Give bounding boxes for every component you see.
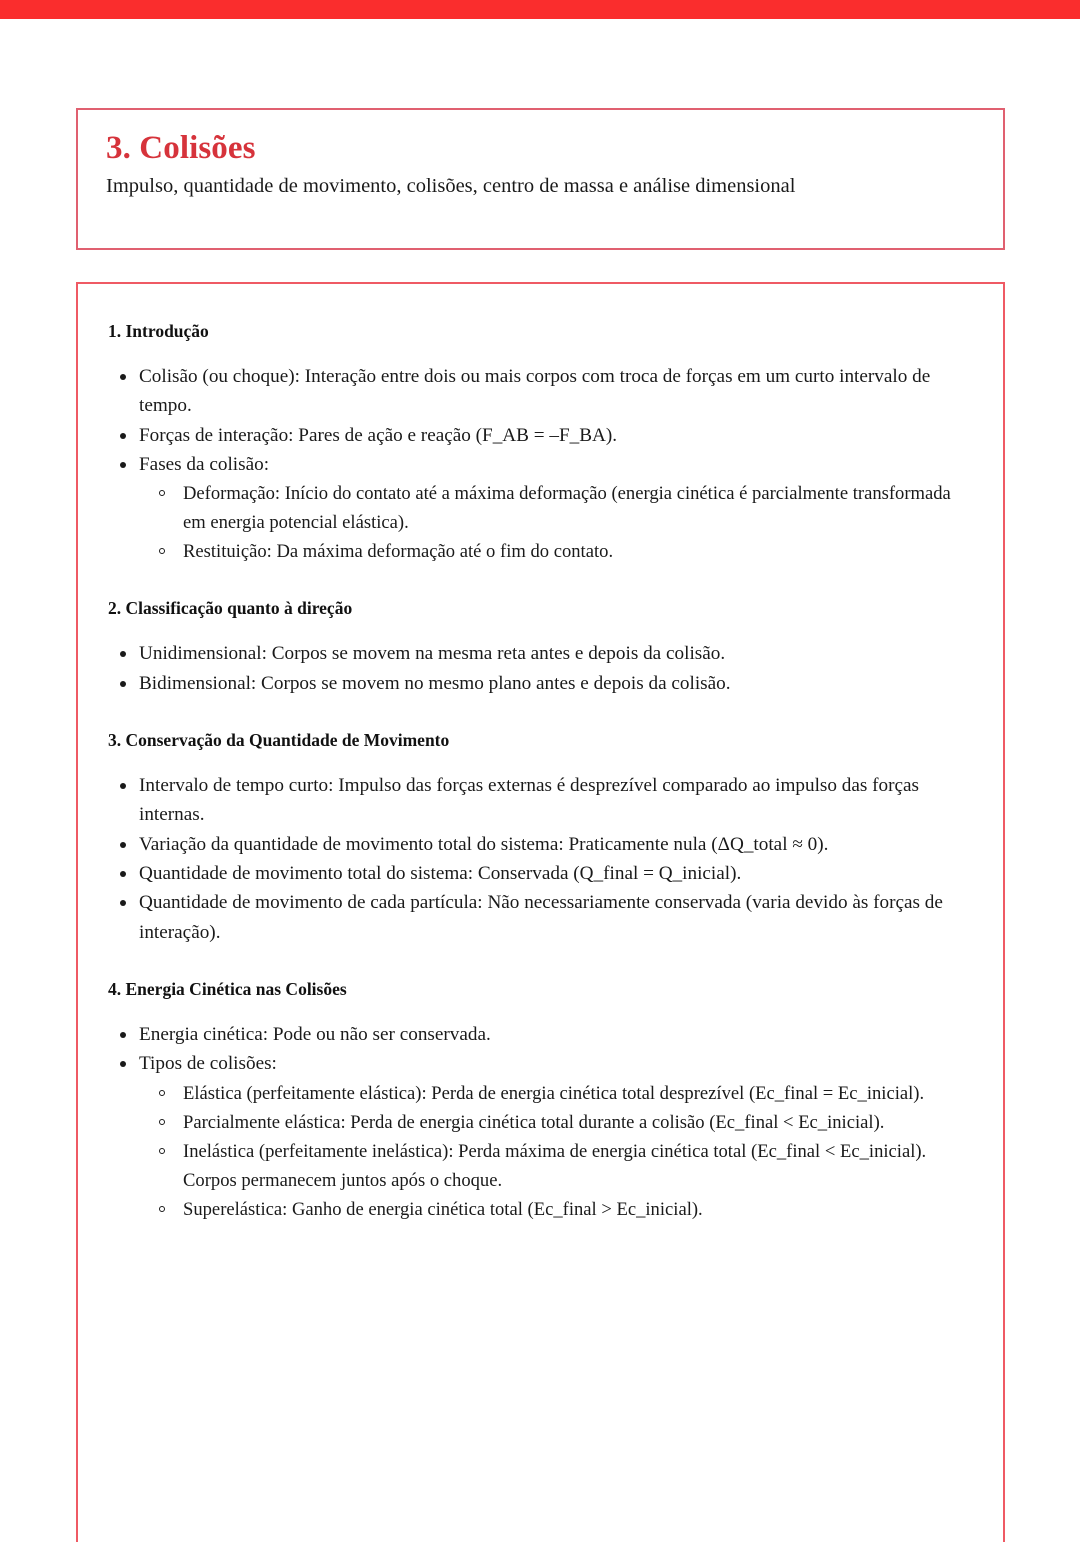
list-item bbox=[108, 859, 973, 888]
sub-list-item-text: Elástica (perfeitamente elástica): Perda de energia cinética total desprezível (Ec_final = Ec_inicial). bbox=[183, 1082, 925, 1104]
list-item bbox=[108, 669, 973, 698]
list-item-text: Quantidade de movimento de cada partícula: Não necessariamente conservada (varia devido às forças de interação). bbox=[139, 892, 943, 943]
content-card bbox=[76, 282, 1005, 1542]
title-card bbox=[76, 108, 1005, 250]
section-classificacao bbox=[108, 597, 973, 698]
sub-list-item bbox=[145, 537, 973, 566]
list-item bbox=[108, 1020, 973, 1049]
list-item bbox=[108, 888, 973, 947]
document-page bbox=[0, 19, 1080, 1528]
bullet-list bbox=[108, 362, 973, 567]
page-title: 3. Colisões bbox=[106, 130, 256, 166]
sub-list-item bbox=[145, 1079, 973, 1108]
list-item-text: Quantidade de movimento total do sistema: Conservada (Q_final = Q_inicial). bbox=[139, 862, 742, 884]
list-item-text: Variação da quantidade de movimento total do sistema: Praticamente nula (ΔQ_total ≈ 0). bbox=[139, 833, 829, 855]
page-subtitle: Impulso, quantidade de movimento, colisões, centro de massa e análise dimensional bbox=[106, 174, 796, 197]
section-heading: 2. Classificação quanto à direção bbox=[108, 598, 353, 619]
sub-list-item bbox=[145, 1108, 973, 1137]
bullet-list bbox=[108, 1020, 973, 1224]
sub-list-item-text: Restituição: Da máxima deformação até o fim do contato. bbox=[183, 541, 614, 563]
list-item bbox=[108, 639, 973, 668]
list-item bbox=[108, 830, 973, 859]
list-item-text: Bidimensional: Corpos se movem no mesmo plano antes e depois da colisão. bbox=[139, 672, 731, 694]
sub-list-item-text: Superelástica: Ganho de energia cinética total (Ec_final > Ec_inicial). bbox=[183, 1198, 703, 1220]
sub-list-item-text: Inelástica (perfeitamente inelástica): Perda máxima de energia cinética total (Ec_final < Ec_inicial). Corpos permanecem juntos após o choque. bbox=[183, 1140, 927, 1191]
section-conservacao bbox=[108, 729, 973, 947]
sub-list-item bbox=[145, 479, 973, 537]
sub-list-item-text: Parcialmente elástica: Perda de energia cinética total durante a colisão (Ec_final < Ec_inicial). bbox=[183, 1111, 885, 1133]
list-item-text: Fases da colisão: bbox=[139, 453, 270, 475]
list-item-text: Energia cinética: Pode ou não ser conservada. bbox=[139, 1023, 491, 1045]
list-item-text: Unidimensional: Corpos se movem na mesma reta antes e depois da colisão. bbox=[139, 643, 726, 665]
list-item bbox=[108, 771, 973, 830]
list-item-text: Colisão (ou choque): Interação entre dois ou mais corpos com troca de forças em um curto intervalo de tempo. bbox=[139, 365, 931, 417]
sub-list-item bbox=[145, 1137, 973, 1195]
bullet-list bbox=[108, 771, 973, 947]
section-heading: 1. Introdução bbox=[108, 321, 209, 341]
list-item-text: Tipos de colisões: bbox=[139, 1053, 277, 1075]
top-accent-bar bbox=[0, 0, 1080, 19]
list-item bbox=[108, 421, 973, 450]
sub-list-item bbox=[145, 1195, 973, 1224]
bullet-list bbox=[108, 639, 973, 698]
section-heading: 3. Conservação da Quantidade de Movimento bbox=[108, 729, 450, 750]
section-heading: 4. Energia Cinética nas Colisões bbox=[108, 979, 347, 1000]
section-energia-cinetica bbox=[108, 978, 973, 1224]
list-item-text: Forças de interação: Pares de ação e reação (F_AB = –F_BA). bbox=[139, 424, 618, 446]
sub-list-item-text: Deformação: Início do contato até a máxima deformação (energia cinética é parcialmente transformada em energia potencial elástica). bbox=[183, 483, 951, 534]
section-introducao bbox=[108, 320, 973, 566]
list-item bbox=[108, 1049, 973, 1078]
list-item bbox=[108, 450, 973, 479]
list-item-text: Intervalo de tempo curto: Impulso das forças externas é desprezível comparado ao impulso das forças internas. bbox=[139, 774, 920, 826]
list-item bbox=[108, 362, 973, 421]
